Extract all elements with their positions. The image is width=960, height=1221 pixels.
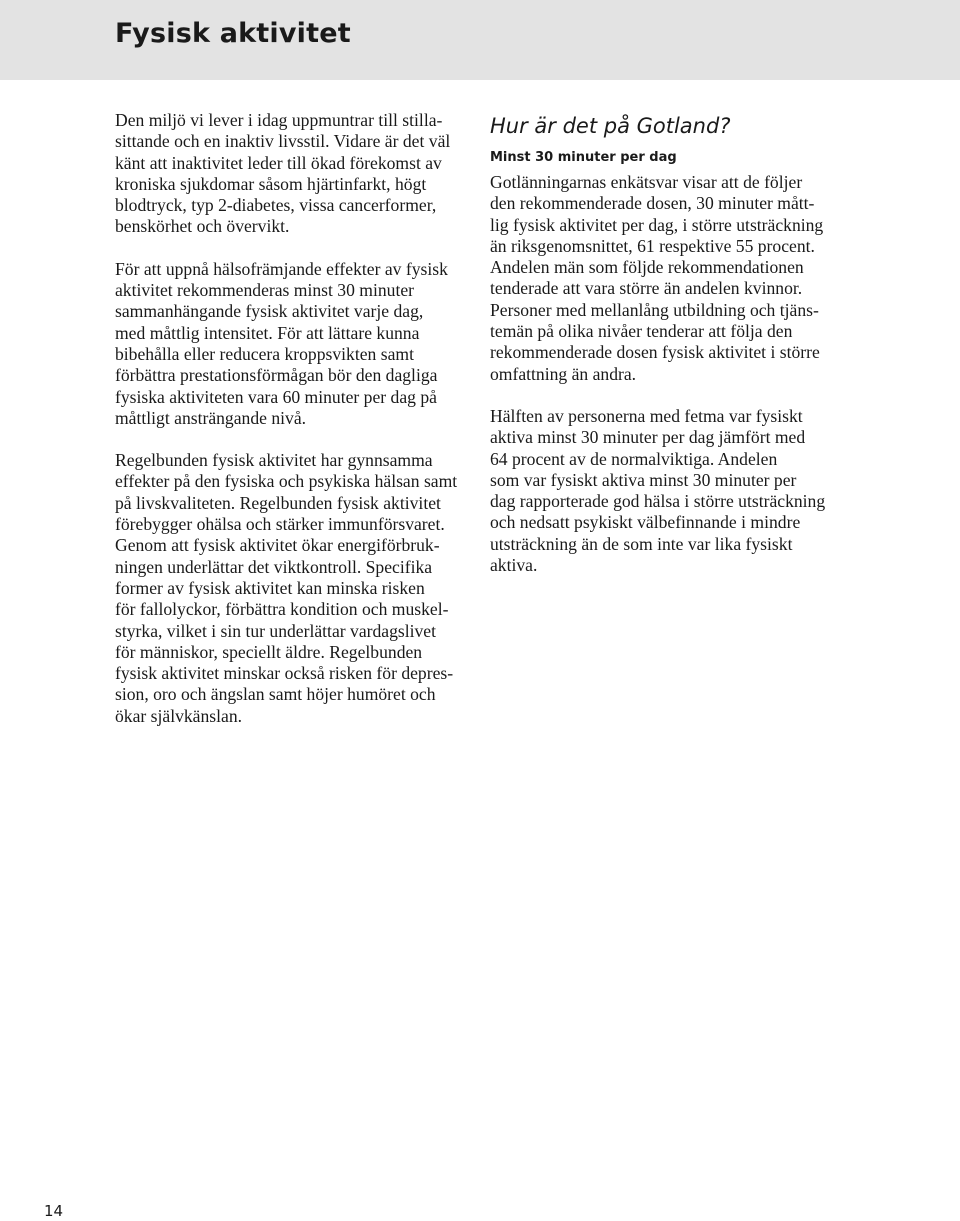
header-band [0,0,960,80]
section-heading: Hur är det på Gotland? [490,114,731,138]
body-paragraph: Den miljö vi lever i idag uppmuntrar till stilla- sittande och en inaktiv livsstil. Vidare är det väl känt att inaktivitet leder till ökad förekomst av kroniska sjukdomar såsom hjärtinfarkt, högt blodtryck, typ 2-diabetes, vissa cancerformer, benskörhet och övervikt. [115,110,451,237]
left-column [115,110,475,748]
body-paragraph: Gotlänningarnas enkätsvar visar att de följer den rekommenderade dosen, 30 minuter mått- lig fysisk aktivitet per dag, i större utsträckning än riksgenomsnittet, 61 respektive 55 procent. Andelen män som följde rekommendationen tenderade att vara större än andelen kvinnor. Personer med mellanlång utbildning och tjäns- temän på olika nivåer tenderar att följa den rekommenderade dosen fysisk aktivitet i större omfattning än andra. [490,172,824,384]
page-title: Fysisk aktivitet [115,18,351,49]
right-column [490,110,855,597]
body-paragraph: Hälften av personerna med fetma var fysiskt aktiva minst 30 minuter per dag jämfört med 64 procent av de normalviktiga. Andelen som var fysiskt aktiva minst 30 minuter per dag rapporterade god hälsa i större utsträckning och nedsatt psykiskt välbefinnande i mindre utsträckning än de som inte var lika fysiskt aktiva. [490,405,826,576]
body-paragraph: Regelbunden fysisk aktivitet har gynnsamma effekter på den fysiska och psykiska hälsan samt på livskvaliteten. Regelbunden fysisk aktivitet förebygger ohälsa och stärker immunförsvaret. Genom att fysisk aktivitet ökar energiförbruk- ningen underlättar det viktkontroll. Specifika former av fysisk aktivitet kan minska risken för fallolyckor, förbättra kondition och muskel- styrka, vilket i sin tur underlättar vardagslivet för människor, speciellt äldre. Regelbunden fysisk aktivitet minskar också risken för depres- sion, oro och ängslan samt höjer humöret och ökar självkänslan. [115,450,458,726]
subheading: Minst 30 minuter per dag [490,150,677,165]
body-paragraph: För att uppnå hälsofrämjande effekter av fysisk aktivitet rekommenderas minst 30 minuter sammanhängande fysisk aktivitet varje dag, med måttlig intensitet. För att lättare kunna bibehålla eller reducera kroppsvikten samt förbättra prestationsförmågan bör den dagliga fysiska aktiviteten vara 60 minuter per dag på måttligt ansträngande nivå. [115,258,448,428]
page-number: 14 [44,1202,64,1220]
